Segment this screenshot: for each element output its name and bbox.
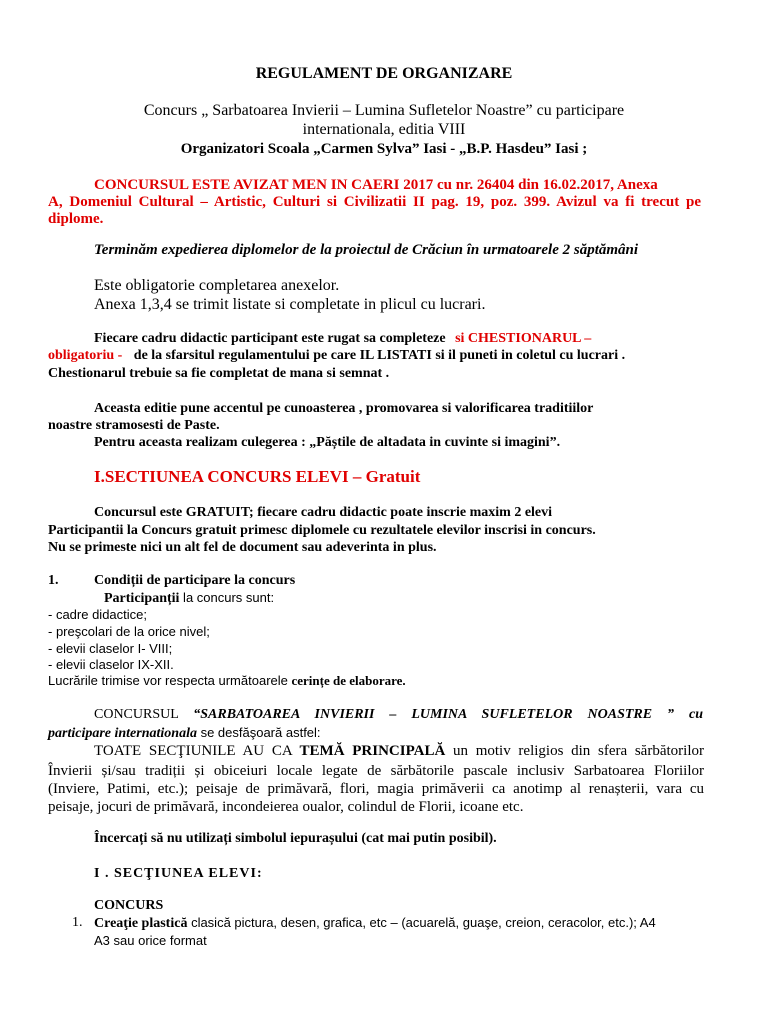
theme-main: TEMĂ PRINCIPALĂ bbox=[299, 743, 446, 759]
questionnaire-text: Fiecare cadru didactic participant este rugat sa completeze bbox=[94, 331, 446, 346]
free-line-3: Nu se primeste nici un alt fel de document sau adeverinta in plus. bbox=[48, 540, 437, 555]
aviz-line-1: CONCURSUL ESTE AVIZAT MEN IN CAERI 2017 cu nr. 26404 din 16.02.2017, Anexa bbox=[94, 177, 658, 193]
annex-line-1: Este obligatorie completarea anexelor. bbox=[94, 277, 340, 294]
contest-name: “SARBATOAREA INVIERII – LUMINA SUFLETELOR NOASTRE ” cu bbox=[193, 707, 703, 722]
participant-item-2: - preşcolari de la orice nivel; bbox=[48, 624, 210, 639]
aviz-line-3: diplome. bbox=[48, 211, 104, 227]
item-1-description: clasică pictura, desen, grafica, etc – (acuarelă, guaşe, creion, ceracolor, etc.); A4 bbox=[187, 915, 656, 930]
theme-motif: un motiv religios din sfera sărbătorilor bbox=[445, 743, 704, 759]
subtitle-line-2: internationala, editia VIII bbox=[302, 121, 466, 138]
organizers: Organizatori Scoala „Carmen Sylva” Iasi - „B.P. Hasdeu” Iasi ; bbox=[180, 141, 588, 157]
edition-line-2: noastre stramosesti de Paste. bbox=[48, 418, 220, 433]
rabbit-note: Încercați să nu utilizați simbolul iepurașului (cat mai putin posibil). bbox=[94, 831, 497, 846]
item-1-number: 1. bbox=[72, 915, 83, 930]
edition-line-3: Pentru aceasta realizam culegerea : „Păștile de altadata in cuvinte si imagini”. bbox=[94, 435, 561, 450]
theme-line-2: Învierii și/sau tradiții și obiceiuri locale legate de sărbătorile pascale inclusiv Sarbatoarea Floriilor bbox=[48, 763, 704, 779]
free-line-2: Participantii la Concurs gratuit primesc diplomele cu rezultatele elevilor inscrisi in concurs. bbox=[48, 523, 596, 538]
subtitle-line-1: Concurs „ Sarbatoarea Invierii – Lumina Sufletelor Noastre” cu participare bbox=[143, 102, 625, 119]
aviz-line-2: A, Domeniul Cultural – Artistic, Culturi si Civilizatii II pag. 19, poz. 399. Avizul va fi trecut pe bbox=[48, 194, 701, 210]
contest-structure: se desfăşoară astfel: bbox=[196, 725, 321, 740]
questionnaire-highlight: si CHESTIONARUL – bbox=[455, 331, 592, 346]
contest-line-1 bbox=[94, 707, 703, 723]
conditions-heading: Condiții de participare la concurs bbox=[94, 573, 296, 588]
concurs-label: CONCURS bbox=[94, 898, 164, 913]
requirements-text: Lucrările trimise vor respecta următoarele bbox=[48, 673, 292, 688]
students-section-heading: I . SECŢIUNEA ELEVI: bbox=[94, 866, 263, 881]
edition-line-1: Aceasta editie pune accentul pe cunoasterea , promovarea si valorificarea traditiilor bbox=[94, 401, 594, 416]
questionnaire-mandatory: obligatoriu - bbox=[48, 348, 123, 363]
participant-item-1: - cadre didactice; bbox=[48, 607, 147, 622]
participants-line bbox=[104, 590, 274, 607]
christmas-note: Terminăm expedierea diplomelor de la proiectul de Crăciun în urmatoarele 2 săptămâni bbox=[94, 242, 639, 258]
participant-item-4: - elevii claselor IX-XII. bbox=[48, 657, 174, 672]
questionnaire-line-1 bbox=[94, 331, 591, 347]
item-1-title: Creaţie plastică bbox=[94, 916, 188, 931]
document-title: REGULAMENT DE ORGANIZARE bbox=[255, 65, 513, 82]
annex-line-2: Anexa 1,3,4 se trimit listate si completate in plicul cu lucrari. bbox=[94, 296, 486, 313]
participants-label: Participanții bbox=[104, 591, 180, 606]
requirements-line bbox=[48, 673, 406, 689]
item-1-line-1 bbox=[94, 915, 656, 932]
participants-rest: la concurs sunt: bbox=[179, 590, 275, 605]
participant-item-3: - elevii claselor I- VIII; bbox=[48, 641, 173, 656]
free-line-1: Concursul este GRATUIT; fiecare cadru didactic poate inscrie maxim 2 elevi bbox=[94, 505, 553, 520]
questionnaire-line-3: Chestionarul trebuie sa fie completat de mana si semnat . bbox=[48, 366, 390, 381]
section-heading: I.SECTIUNEA CONCURS ELEVI – Gratuit bbox=[94, 467, 421, 486]
theme-line-3: (Inviere, Patimi, etc.); peisaje de primăvară, flori, magia primăverii ca anotimp al renașterii, vara cu bbox=[48, 781, 704, 797]
item-1-line-2: A3 sau orice format bbox=[94, 933, 207, 948]
conditions-number: 1. bbox=[48, 573, 59, 588]
contest-international: participare internationala bbox=[48, 726, 197, 741]
theme-sections: TOATE SECŢIUNILE AU CA bbox=[94, 743, 300, 759]
contest-line-2 bbox=[48, 725, 321, 742]
theme-line-4: peisaje, jocuri de primăvară, incondeierea oualor, colindul de Florii, icoane etc. bbox=[48, 799, 524, 815]
contest-label: CONCURSUL bbox=[94, 707, 179, 722]
requirements-bold: cerințe de elaborare. bbox=[291, 673, 406, 688]
theme-line-1 bbox=[94, 743, 704, 760]
questionnaire-line-2 bbox=[48, 348, 625, 364]
questionnaire-instructions: de la sfarsitul regulamentului pe care IL LISTATI si il puneti in coletul cu lucrari . bbox=[133, 348, 626, 363]
